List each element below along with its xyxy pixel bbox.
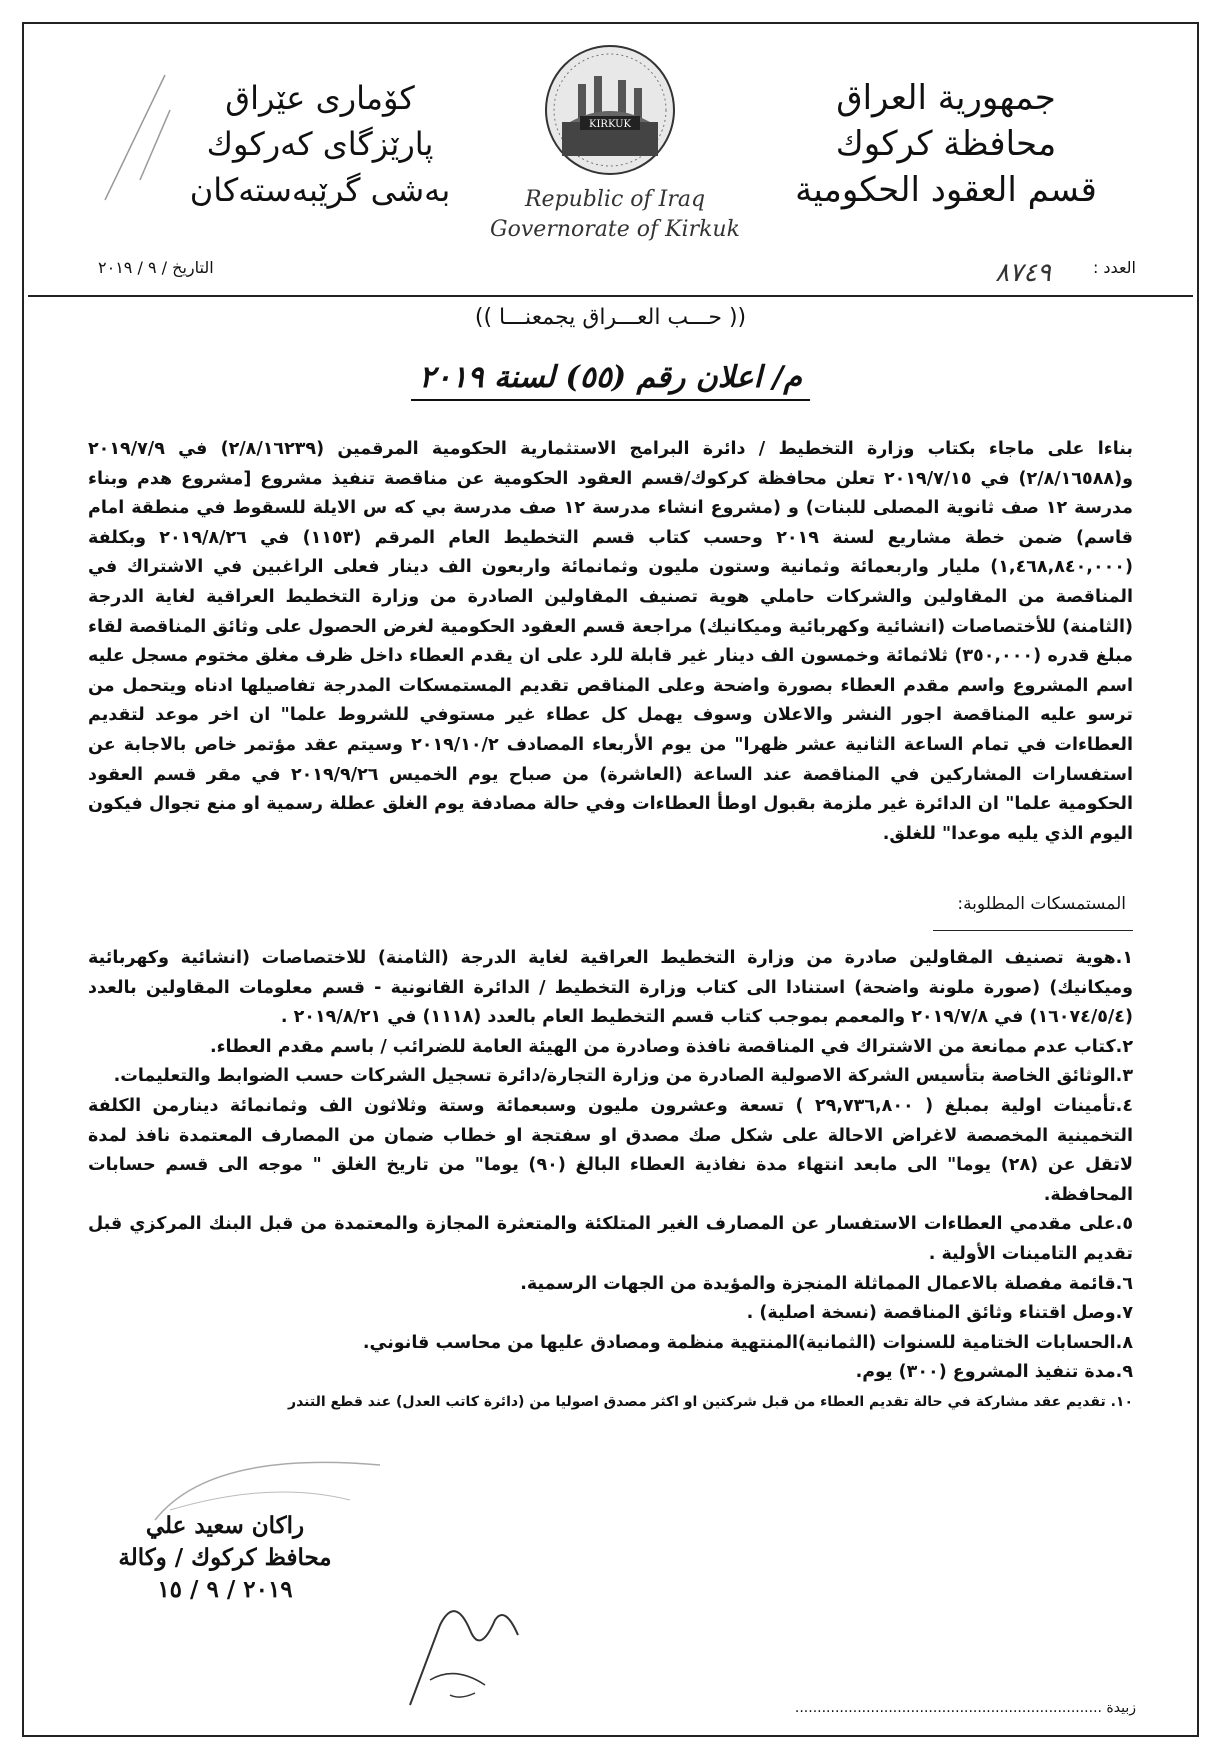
signature-block bbox=[95, 1510, 355, 1606]
requirements-underline bbox=[933, 930, 1133, 931]
date-field bbox=[98, 258, 214, 277]
announcement-body: بناءا على ماجاء بكتاب وزارة التخطيط / دائرة البرامج الاستثمارية الحكومية المرقمين (٢/٨/١٦٢٣٩) في ٢٠١٩/٧/٩ و(٢/٨/١٦٥٨٨) في ٢٠١٩/٧/١٥ تعلن محافظة كركوك/قسم العقود الحكومية عن مناقصة تنفيذ مشروع [مشروع هدم وبناء مدرسة ١٢ صف ثانوية المصلى للبنات) و (مشروع انشاء مدرسة ١٢ صف مدرسة بي كه س الايلة للسقوط في منطقة امام قاسم) ضمن خطة مشاريع لسنة ٢٠١٩ وحسب كتاب قسم التخطيط العام المرقم (١١٥٣) في ٢٠١٩/٨/٢٦ وبكلفة (١,٤٦٨,٨٤٠,٠٠٠) مليار واربعمائة وثمانية وستون مليون وثمانمائة واربعون الف دينار فعلى الراغبين في الاشتراك في المناقصة من المقاولين والشركات حاملي هوية تصنيف المقاولين الصادرة من وزارة التخطيط العراقية لغاية الدرجة (الثامنة) للأختصاصات (انشائية وكهربائية وميكانيك) مراجعة قسم العقود الحكومية لغرض الحصول على وثائق المناقصة لقاء مبلغ قدره (٣٥٠,٠٠٠) ثلاثمائة وخمسون الف دينار غير قابلة للرد على ان يقدم العطاء داخل ظرف مغلق مختوم مسجل عليه اسم المشروع واسم مقدم العطاء بصورة واضحة وعلى المناقص تقديم المستمسكات المدرجة تفاصيلها ادناه ويتحمل من ترسو عليه المناقصة اجور النشر والاعلان وسوف يهمل كل عطاء غير مستوفي للشروط علما" ان اخر موعد لتقديم العطاءات في تمام الساعة الثانية عشر ظهرا" من يوم الأربعاء المصادف ٢٠١٩/١٠/٢ وسيتم عقد مؤتمر خاص بالاجابة عن استفسارات المشاركين في المناقصة عند الساعة (العاشرة) من صباح يوم الخميس ٢٠١٩/٩/٢٦ في مقر قسم العقود الحكومية علما" ان الدائرة غير ملزمة بقبول اوطأ العطاءات وفي حالة مصادفة يوم الغلق عطلة رسمية او منع تجوال فيكون اليوم الذي يليه موعدا" للغلق. bbox=[88, 439, 1134, 844]
requirement-item: ٥.على مقدمي العطاءات الاستفسار عن المصارف الغير المتلكئة والمتعثرة المجازة والمعتمدة من قبل البنك المركزي قبل تقديم التامينات الأولية . bbox=[88, 1214, 1133, 1264]
footer-line: زبيدة ..................................................................... bbox=[794, 1700, 1136, 1716]
english-country: Republic of Iraq bbox=[524, 187, 706, 212]
requirement-item: ٢.كتاب عدم ممانعة من الاشتراك في المناقصة نافذة وصادرة من الهيئة العامة للضرائب / باسم مقدم العطاء. bbox=[209, 1036, 1133, 1057]
date-label: التاريخ bbox=[172, 258, 214, 277]
signatory-title: محافظ كركوك / وكالة bbox=[118, 1544, 332, 1571]
requirement-item: ٦.قائمة مفصلة بالاعمال المماثلة المنجزة والمؤيدة من الجهات الرسمية. bbox=[520, 1273, 1133, 1294]
kurdish-letterhead bbox=[160, 75, 480, 213]
english-letterhead bbox=[470, 185, 760, 245]
requirement-item: ١.هوية تصنيف المقاولين صادرة من وزارة التخطيط العراقية لغاية الدرجة (الثامنة) للاختصاصات (انشائية وكهربائية وميكانيك) (صورة ملونة واضحة) استنادا الى كتاب وزارة التخطيط / الدائرة القانونية - قسم معلومات المقاولين بالعدد (١٦٠٧٤/٥/٤) في ٢٠١٩/٧/٨ والمعمم بموجب كتاب قسم التخطيط العام بالعدد (١١١٨) في ٢٠١٩/٨/٢١ . bbox=[88, 948, 1133, 1028]
handwritten-number: ٨٧٤٩ bbox=[995, 258, 1051, 288]
requirement-item: ١٠. تقديم عقد مشاركة في حالة تقديم العطاء من قبل شركتين او اكثر مصدق اصوليا من (دائرة كاتب العدل) عند قطع التندر bbox=[288, 1393, 1133, 1410]
handwritten-signature bbox=[400, 1585, 530, 1715]
requirement-item: ٣.الوثائق الخاصة بتأسيس الشركة الاصولية الصادرة من وزارة التجارة/دائرة تسجيل الشركات حسب الضوابط والتعليمات. bbox=[113, 1066, 1133, 1087]
seal-logo-text: KIRKUK bbox=[589, 119, 631, 130]
requirement-item: ٧.وصل اقتناء وثائق المناقصة (نسخة اصلية) . bbox=[746, 1303, 1133, 1324]
signatory-name: راكان سعيد علي bbox=[145, 1512, 305, 1539]
kurdish-governorate: پارێزگاى كەركوك bbox=[206, 125, 434, 163]
header-divider bbox=[28, 295, 1193, 297]
announcement-title-text: م/ اعلان رقم (٥٥) لسنة ٢٠١٩ bbox=[411, 360, 810, 401]
arabic-governorate: محافظة كركوك bbox=[835, 124, 1057, 164]
requirement-item: ٨.الحسابات الختامية للسنوات (الثمانية)المنتهية منظمة ومصادق عليها من محاسب قانوني. bbox=[362, 1332, 1133, 1353]
kurdish-country: كۆمارى عێراق bbox=[225, 79, 415, 117]
arabic-country: جمهورية العراق bbox=[836, 78, 1056, 118]
arabic-letterhead bbox=[766, 75, 1126, 213]
decorative-strokes bbox=[95, 70, 175, 210]
kurdish-department: بەشى گرێبەستەكان bbox=[189, 171, 451, 209]
date-value: / ٩ / ٢٠١٩ bbox=[98, 258, 168, 277]
kirkuk-seal bbox=[540, 40, 680, 180]
requirements-heading: المستمسكات المطلوبة: bbox=[957, 894, 1126, 914]
requirements-list bbox=[88, 944, 1133, 1418]
announcement-title bbox=[0, 360, 1221, 395]
signature-date: ٢٠١٩ / ٩ / ١٥ bbox=[157, 1576, 293, 1603]
motto: (( حـــب العـــراق يجمعنـــا )) bbox=[474, 305, 747, 330]
english-governorate: Governorate of Kirkuk bbox=[490, 217, 740, 242]
number-label: العدد : bbox=[1092, 258, 1136, 277]
arabic-department: قسم العقود الحكومية bbox=[795, 170, 1097, 210]
requirement-item: ٩.مدة تنفيذ المشروع (٣٠٠) يوم. bbox=[855, 1362, 1133, 1383]
requirement-item: ٤.تأمينات اولية بمبلغ ( ٢٩,٧٣٦,٨٠٠ ) تسعة وعشرون مليون وسبعمائة وستة وثلاثون الف وثمانمائة دينارمن الكلفة التخمينية المخصصة لاغراض الاحالة على شكل صك مصدق او سفتجة او خطاب ضمان من المصارف المعتمدة نافذ لمدة لاتقل عن (٢٨) يوما" الى مابعد انتهاء مدة نفاذية العطاء البالغ (٩٠) يوما" من تاريخ الغلق " موجه الى قسم حسابات المحافظة. bbox=[88, 1095, 1133, 1205]
